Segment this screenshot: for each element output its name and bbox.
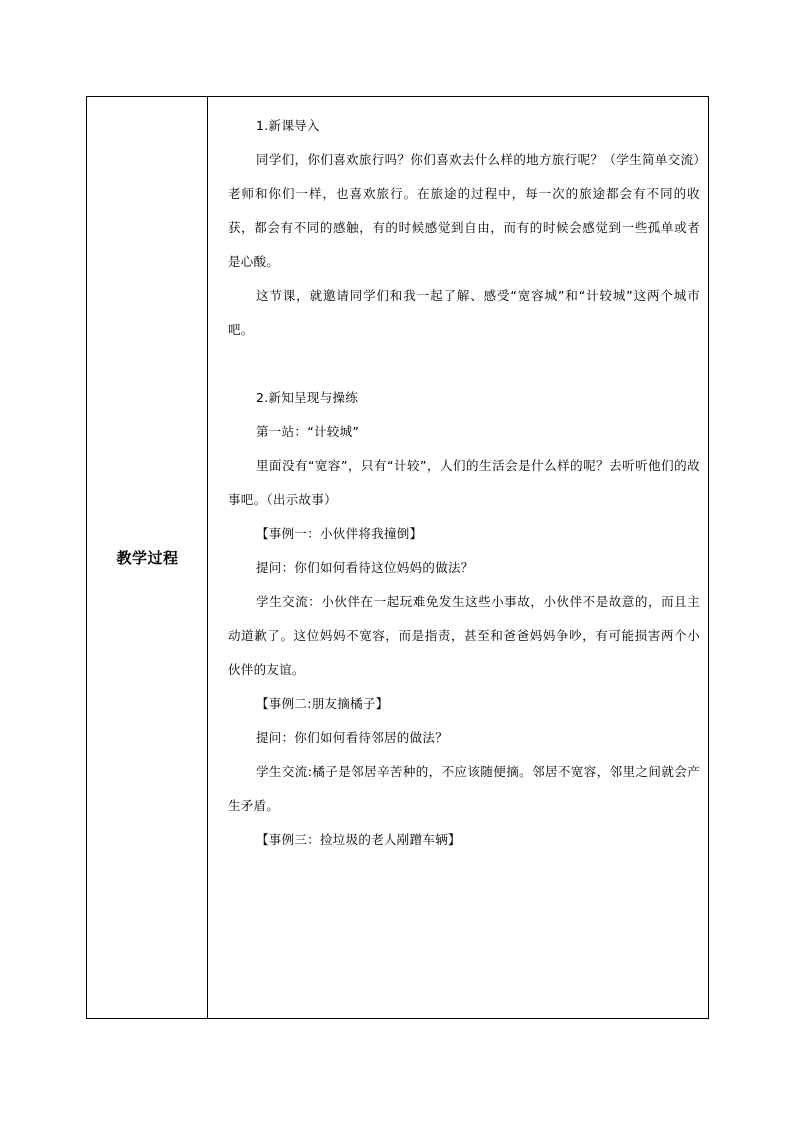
case-2-title: 【事例二:朋友摘橘子】 [256, 696, 389, 711]
row-label: 教学过程 [116, 549, 179, 567]
case-3-title: 【事例三：捡垃圾的老人剐蹭车辆】 [256, 832, 461, 847]
station-1-title: 第一站：“计较城” [256, 424, 360, 439]
case-2-answer: 学生交流:橘子是邻居辛苦种的，不应该随便摘。邻居不宽容，邻里之间就会产生矛盾。 [228, 764, 700, 813]
row-label-cell [87, 97, 208, 1018]
case-1-question: 提问：你们如何看待这位妈妈的做法？ [256, 560, 474, 575]
intro-paragraph-2: 这节课，就邀请同学们和我一起了解、感受“宽容城”和“计较城”这两个城市吧。 [228, 288, 700, 337]
case-1-answer: 学生交流：小伙伴在一起玩难免发生这些小事故，小伙伴不是故意的，而且主动道歉了。这位妈妈不宽容，而是指责，甚至和爸爸妈妈争吵，有可能损害两个小伙伴的友谊。 [228, 594, 700, 677]
content-cell [208, 97, 708, 1018]
new-knowledge-heading: 2.新知呈现与操练 [256, 390, 359, 405]
station-1-description: 里面没有“宽容”，只有“计较”，人们的生活会是什么样的呢？去听听他们的故事吧。（出示故事） [228, 458, 700, 507]
section-gap [228, 347, 700, 381]
case-1-title: 【事例一：小伙伴将我撞倒】 [256, 526, 423, 541]
intro-heading: 1.新课导入 [256, 118, 320, 133]
case-2-question: 提问：你们如何看待邻居的做法？ [256, 730, 449, 745]
lesson-table [86, 96, 709, 1019]
intro-paragraph-1: 同学们，你们喜欢旅行吗？你们喜欢去什么样的地方旅行呢？（学生简单交流）老师和你们一样，也喜欢旅行。在旅途的过程中，每一次的旅途都会有不同的收获，都会有不同的感触，有的时候感觉到自由，而有的时候会感觉到一些孤单或者是心酸。 [228, 152, 700, 269]
